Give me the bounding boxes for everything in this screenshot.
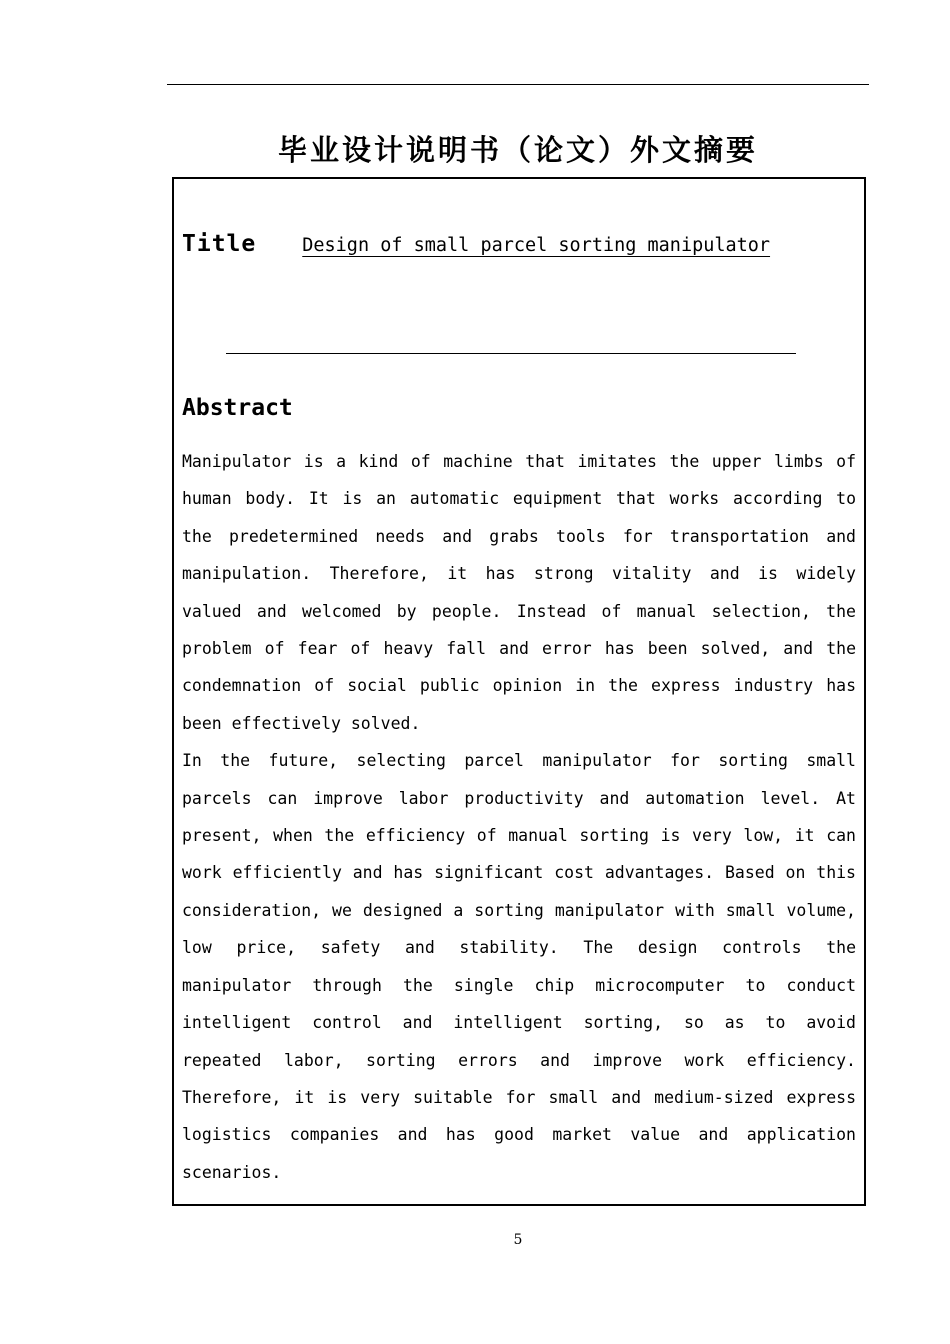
title-row <box>182 231 770 257</box>
header-rule <box>167 84 869 85</box>
abstract-box <box>172 177 866 1206</box>
abstract-heading: Abstract <box>182 395 293 421</box>
abstract-paragraph-1: Manipulator is a kind of machine that imitates the upper limbs of human body. It is an automatic equipment that works according to the predetermined needs and grabs tools for transportation and manipulation. Therefore, it has strong vitality and is widely valued and welcomed by people. Instead of manual selection, the problem of fear of heavy fall and error has been solved, and the condemnation of social public opinion in the express industry has been effectively solved. <box>182 452 856 733</box>
page-number: 5 <box>513 1232 523 1248</box>
title-value: Design of small parcel sorting manipulator <box>302 235 771 256</box>
title-blank-line <box>226 353 796 354</box>
abstract-body <box>182 443 856 1191</box>
abstract-paragraph-2: In the future, selecting parcel manipulator for sorting small parcels can improve labor productivity and automation level. At present, when the efficiency of manual sorting is very low, it can work efficiently and has significant cost advantages. Based on this consideration, we designed a sorting manipulator with small volume, low price, safety and stability. The design controls the manipulator through the single chip microcomputer to conduct intelligent control and intelligent sorting, so as to avoid repeated labor, sorting errors and improve work efficiency. Therefore, it is very suitable for small and medium-sized express logistics companies and has good market value and application scenarios. <box>182 751 856 1182</box>
page-heading: 毕业设计说明书（论文）外文摘要 <box>277 133 758 167</box>
title-label: Title <box>182 231 257 257</box>
